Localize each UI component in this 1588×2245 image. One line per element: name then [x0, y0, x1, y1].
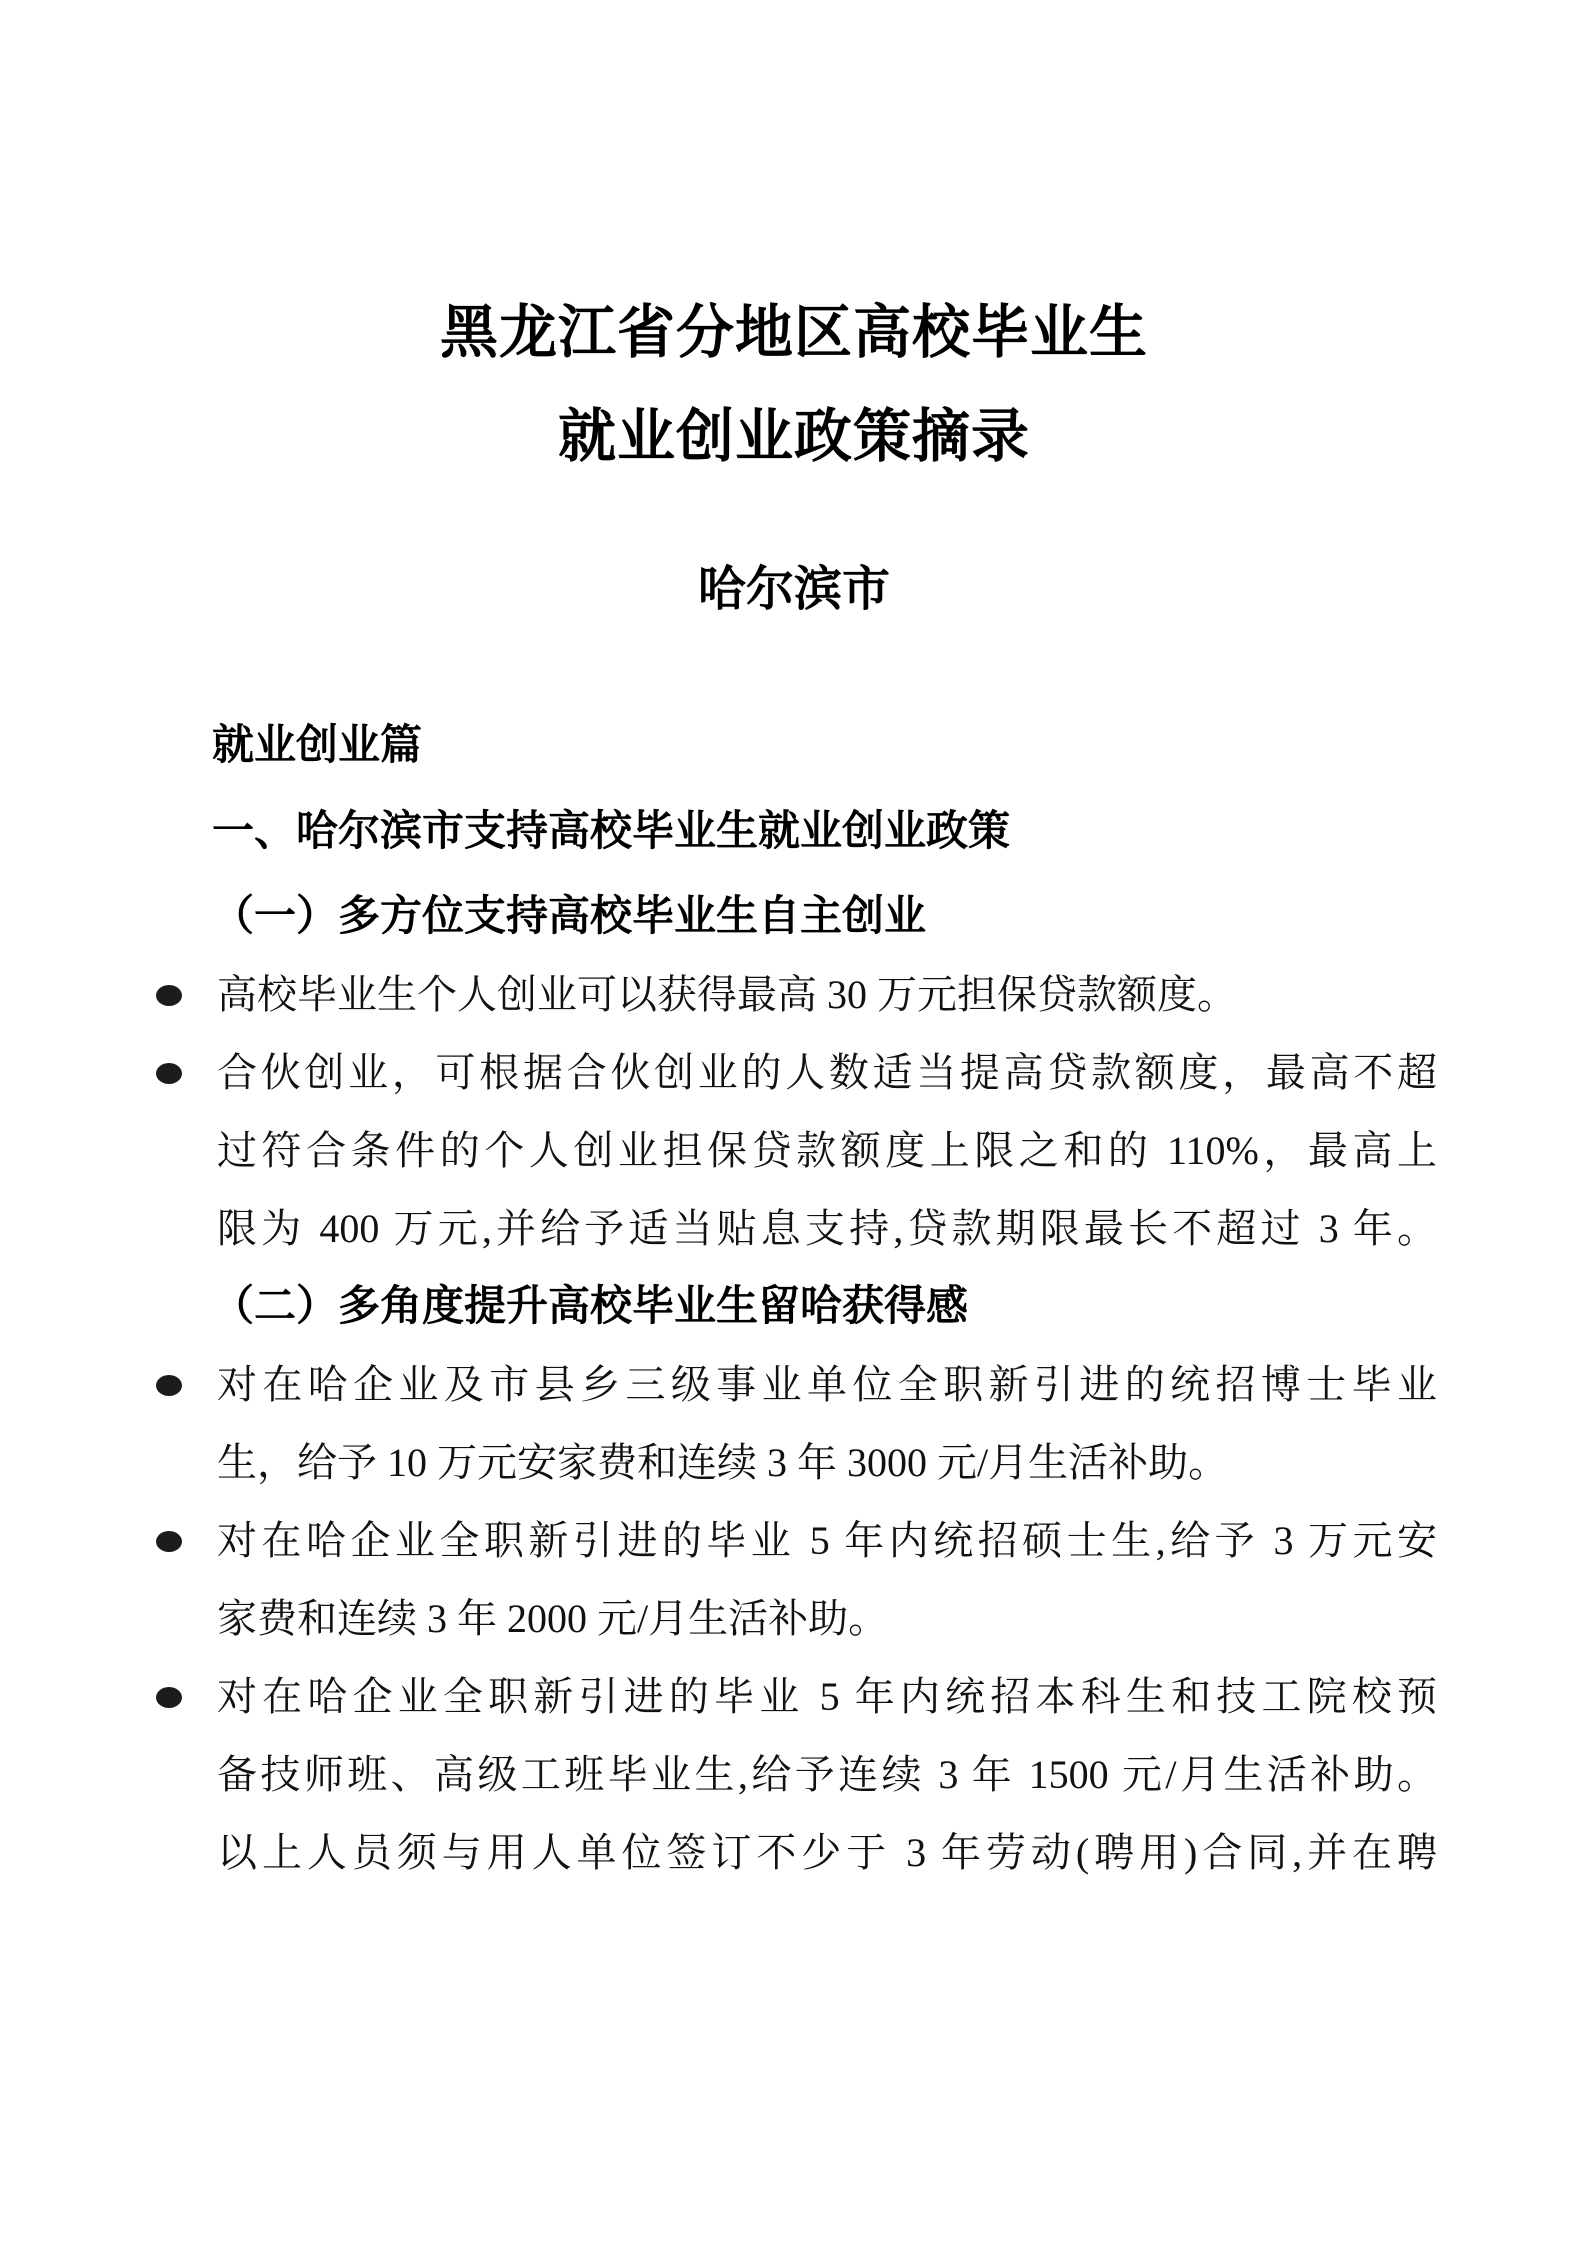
- policy-line: [0, 1502, 1588, 1580]
- subsection-heading-1: （一）多方位支持高校毕业生自主创业: [212, 894, 927, 940]
- bullet-icon: [156, 1063, 182, 1084]
- city-subtitle: 哈尔滨市: [697, 563, 890, 616]
- policy-line: [0, 1034, 1588, 1112]
- policy-body: [0, 956, 1588, 1892]
- policy-line: [0, 1424, 1588, 1502]
- policy-text: 家费和连续 3 年 2000 元/月生活补助。: [217, 1596, 889, 1641]
- policy-line: [0, 1736, 1588, 1814]
- chapter-heading: 一、哈尔滨市支持高校毕业生就业创业政策: [212, 809, 1011, 855]
- policy-text: 对在哈企业全职新引进的毕业 5 年内统招本科生和技工院校预: [217, 1674, 1437, 1719]
- policy-text: 合伙创业，可根据合伙创业的人数适当提高贷款额度，最高不超: [217, 1050, 1437, 1095]
- document-title-line-1: 黑龙江省分地区高校毕业生: [439, 300, 1148, 365]
- policy-line: [0, 1580, 1588, 1658]
- policy-text: 备技师班、高级工班毕业生,给予连续 3 年 1500 元/月生活补助。: [217, 1752, 1437, 1797]
- policy-text: 生，给予 10 万元安家费和连续 3 年 3000 元/月生活补助。: [217, 1440, 1229, 1485]
- bullet-icon: [156, 1687, 182, 1708]
- policy-line: [0, 1112, 1588, 1190]
- part-label: 就业创业篇: [212, 721, 423, 768]
- policy-text: 过符合条件的个人创业担保贷款额度上限之和的 110%，最高上: [217, 1128, 1437, 1173]
- policy-text: 对在哈企业及市县乡三级事业单位全职新引进的统招博士毕业: [217, 1362, 1437, 1407]
- bullet-icon: [156, 985, 182, 1006]
- bullet-icon: [156, 1375, 182, 1396]
- policy-text: 以上人员须与用人单位签订不少于 3 年劳动(聘用)合同,并在聘: [217, 1830, 1437, 1875]
- policy-line: [0, 1190, 1588, 1268]
- subsection-heading-2: （二）多角度提升高校毕业生留哈获得感: [212, 1284, 969, 1330]
- policy-line: [0, 956, 1588, 1034]
- policy-text: 对在哈企业全职新引进的毕业 5 年内统招硕士生,给予 3 万元安: [217, 1518, 1437, 1563]
- policy-line: [0, 1814, 1588, 1892]
- bullet-icon: [156, 1531, 182, 1552]
- policy-line: [0, 1658, 1588, 1736]
- policy-text: 限为 400 万元,并给予适当贴息支持,贷款期限最长不超过 3 年。: [217, 1206, 1437, 1251]
- policy-text: 高校毕业生个人创业可以获得最高 30 万元担保贷款额度。: [217, 972, 1237, 1017]
- policy-line: [0, 1346, 1588, 1424]
- document-title-line-2: 就业创业政策摘录: [557, 404, 1030, 469]
